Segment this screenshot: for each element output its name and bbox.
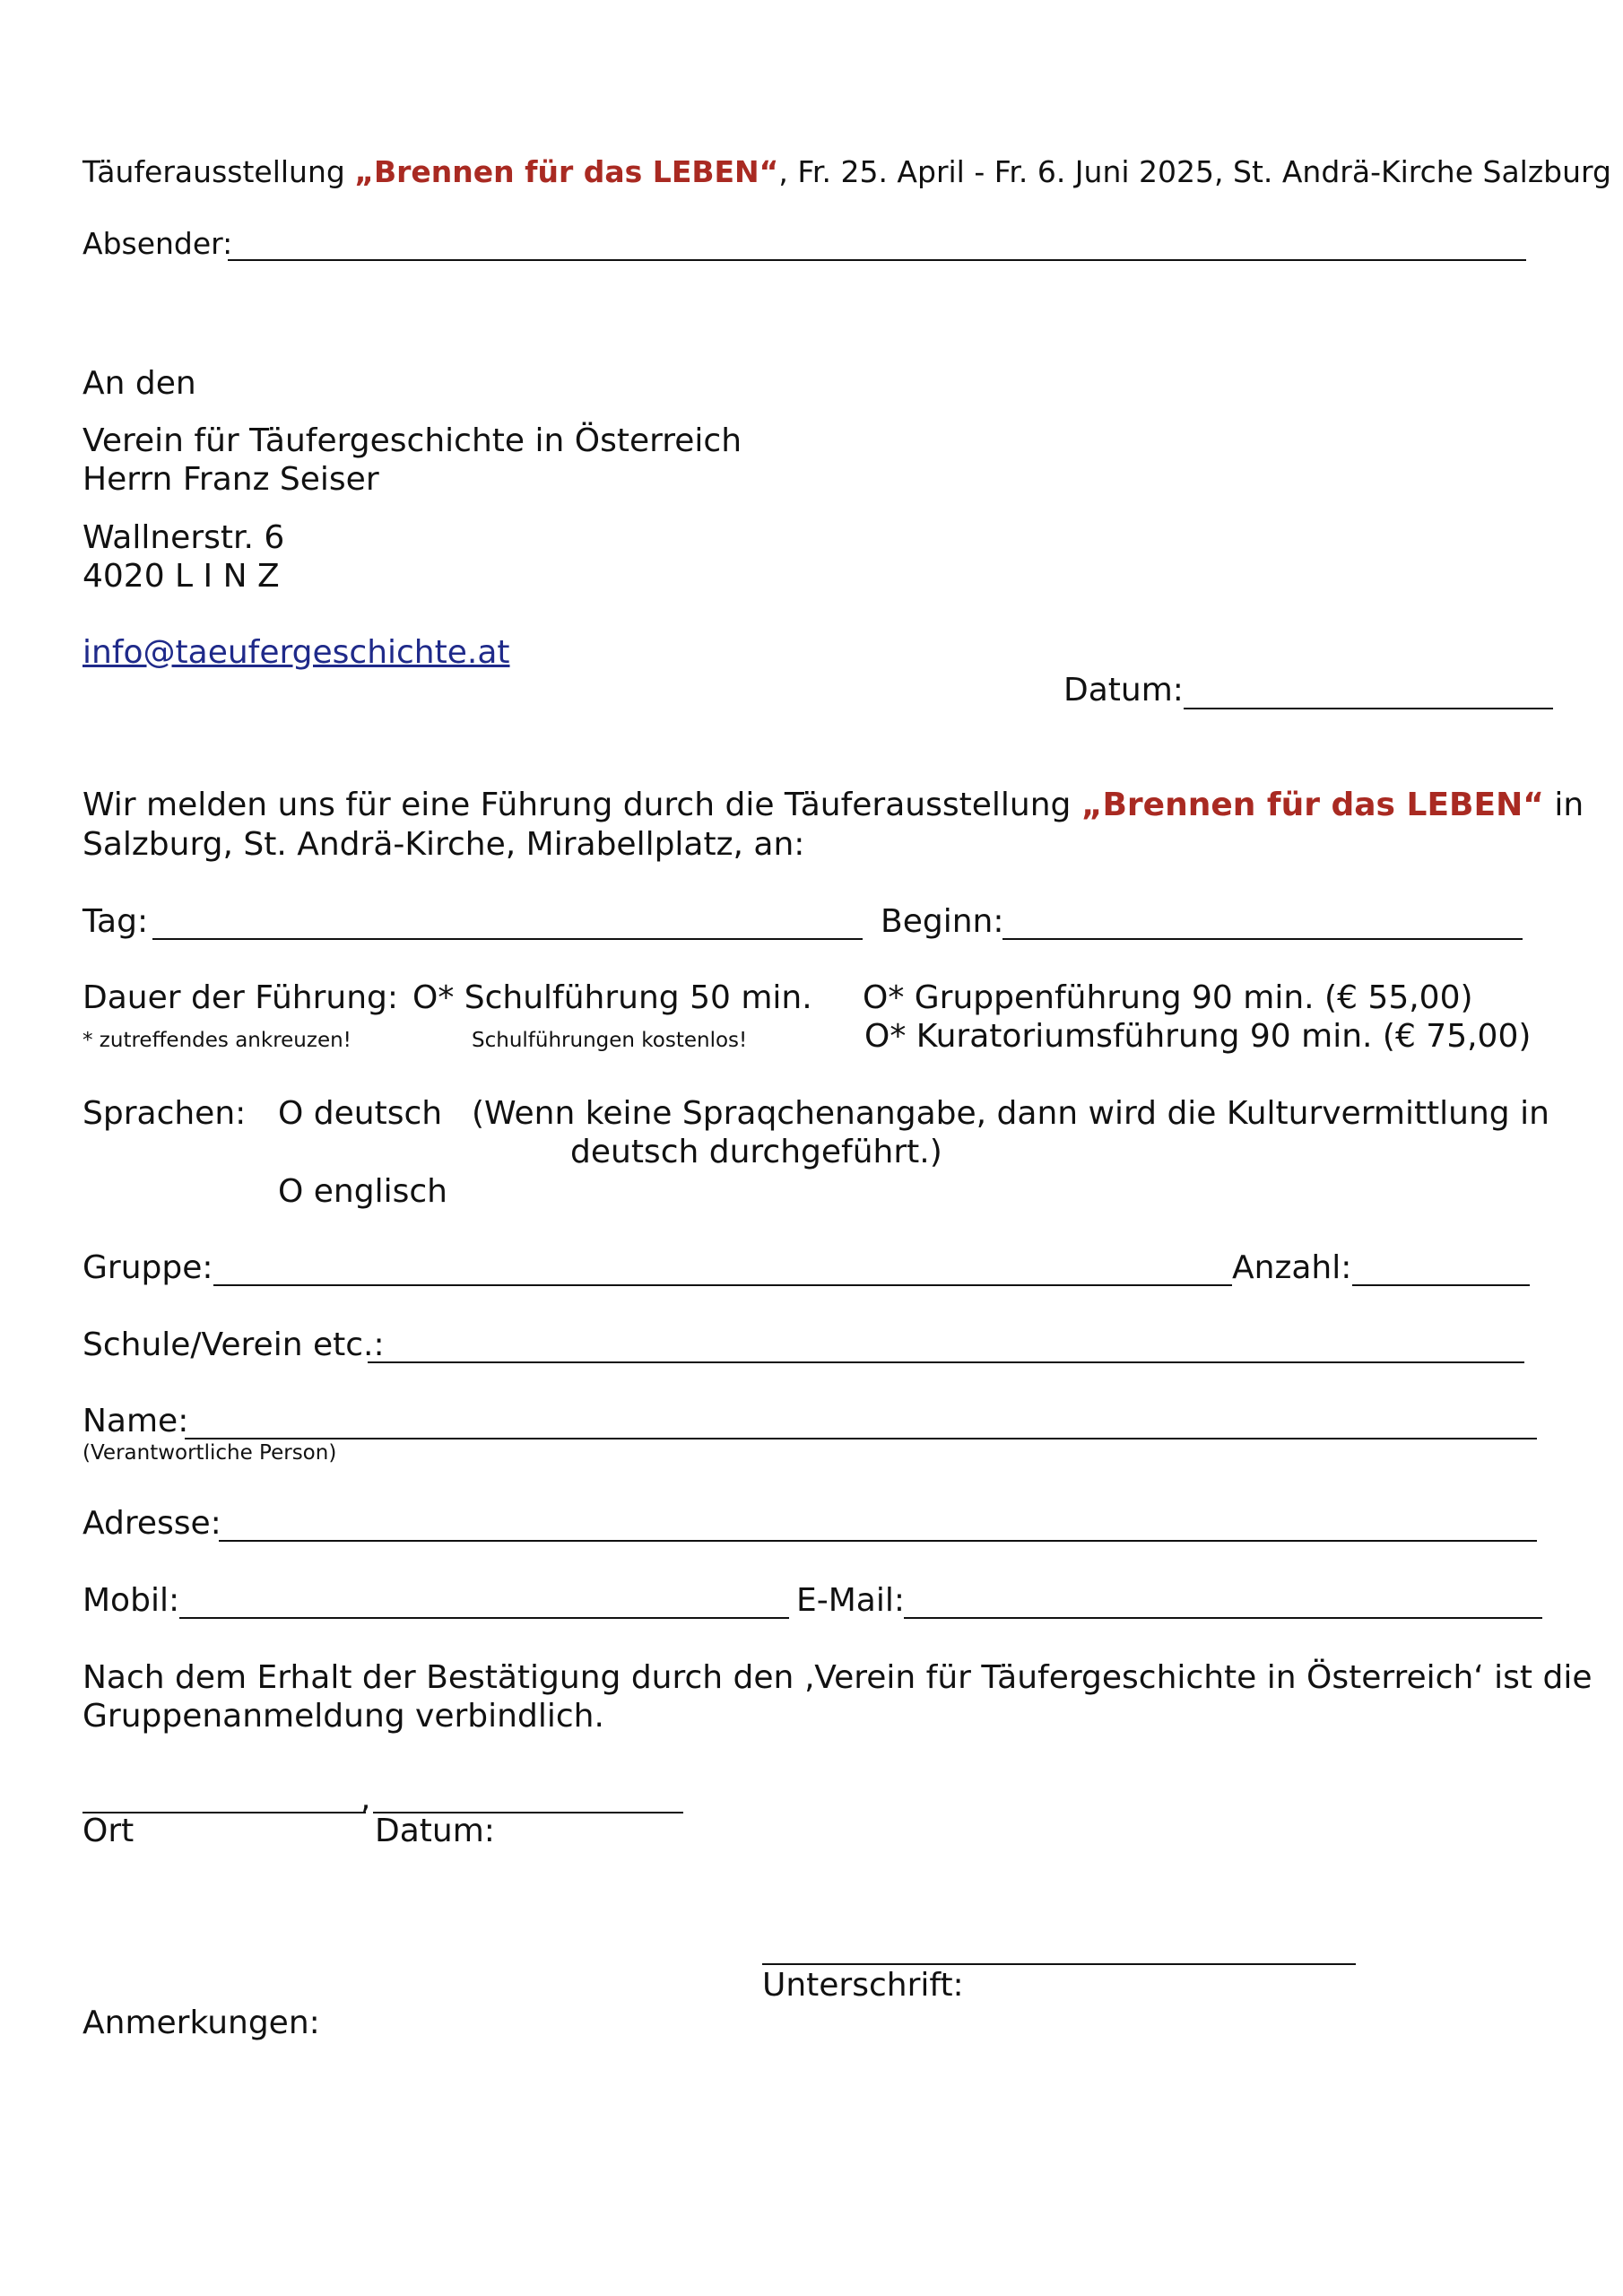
gruppe-label: Gruppe: (82, 1249, 213, 1286)
option-english[interactable]: O englisch (278, 1173, 447, 1210)
ort-datum-comma: , (360, 1780, 371, 1817)
gruppe-field[interactable] (213, 1284, 1232, 1286)
note-school-free: Schulführungen kostenlos! (472, 1029, 748, 1052)
recipient-an-den: An den (82, 365, 196, 402)
exhibition-title: „Brennen für das LEBEN“ (354, 154, 779, 189)
intro-exhibition-title: „Brennen für das LEBEN“ (1081, 787, 1544, 823)
option-school-tour[interactable]: O* Schulführung 50 min. (412, 979, 812, 1016)
sender-label: Absender: (82, 226, 233, 261)
recipient-street: Wallnerstr. 6 (82, 519, 285, 556)
languages-label: Sprachen: (82, 1095, 247, 1132)
anzahl-label: Anzahl: (1232, 1249, 1352, 1286)
mobil-label: Mobil: (82, 1582, 180, 1619)
duration-label: Dauer der Führung: (82, 979, 399, 1016)
intro-text: Wir melden uns für eine Führung durch die Täuferausstellung (82, 787, 1081, 823)
adresse-label: Adresse: (82, 1505, 221, 1542)
beginn-label: Beginn: (881, 903, 1004, 940)
signature-date-label: Datum: (375, 1813, 495, 1849)
email-label: E-Mail: (796, 1582, 905, 1619)
intro-line-2: Salzburg, St. Andrä-Kirche, Mirabellplatz, an: (82, 826, 805, 863)
header-suffix: , Fr. 25. April - Fr. 6. Juni 2025, St. Andrä-Kirche Salzburg (778, 154, 1611, 189)
tag-label: Tag: (82, 903, 149, 940)
option-curator-tour[interactable]: O* Kuratoriumsführung 90 min. (€ 75,00) (864, 1018, 1532, 1055)
date-label: Datum: (1063, 672, 1184, 709)
adresse-field[interactable] (219, 1540, 1537, 1542)
signature-label: Unterschrift: (762, 1967, 964, 2004)
header-prefix: Täuferausstellung (82, 154, 355, 189)
name-field[interactable] (185, 1438, 1537, 1439)
intro-text-end: in (1543, 787, 1584, 823)
mobil-field[interactable] (179, 1617, 789, 1619)
language-note-line-1: (Wenn keine Spraqchenangabe, dann wird die Kulturvermittlung in (472, 1095, 1549, 1132)
ort-label: Ort (82, 1813, 135, 1849)
recipient-person: Herrn Franz Seiser (82, 461, 379, 498)
language-note-line-2: deutsch durchgeführt.) (570, 1134, 942, 1170)
option-german[interactable]: O deutsch (278, 1095, 443, 1132)
date-field[interactable] (1184, 708, 1553, 709)
remarks-label: Anmerkungen: (82, 2005, 320, 2041)
name-label: Name: (82, 1403, 189, 1439)
note-check: * zutreffendes ankreuzen! (82, 1029, 352, 1052)
schule-label: Schule/Verein etc.: (82, 1326, 385, 1363)
name-note: (Verantwortliche Person) (82, 1441, 337, 1465)
signature-field[interactable] (762, 1963, 1356, 1965)
recipient-org: Verein für Täufergeschichte in Österreich (82, 422, 742, 459)
email-field[interactable] (904, 1617, 1542, 1619)
intro-line-1 (82, 786, 1584, 825)
schule-field[interactable] (368, 1361, 1524, 1363)
sender-field[interactable] (228, 259, 1526, 261)
beginn-field[interactable] (1002, 938, 1523, 940)
confirmation-line-1: Nach dem Erhalt der Bestätigung durch den ‚Verein für Täufergeschichte in Österreich‘ ist die (82, 1659, 1593, 1696)
anzahl-field[interactable] (1352, 1284, 1530, 1286)
confirmation-line-2: Gruppenanmeldung verbindlich. (82, 1698, 604, 1735)
recipient-email-link[interactable]: info@taeufergeschichte.at (82, 634, 510, 671)
option-group-tour[interactable]: O* Gruppenführung 90 min. (€ 55,00) (863, 979, 1473, 1016)
header-line (82, 154, 1611, 190)
tag-field[interactable] (152, 938, 863, 940)
recipient-city: 4020 L I N Z (82, 558, 280, 595)
